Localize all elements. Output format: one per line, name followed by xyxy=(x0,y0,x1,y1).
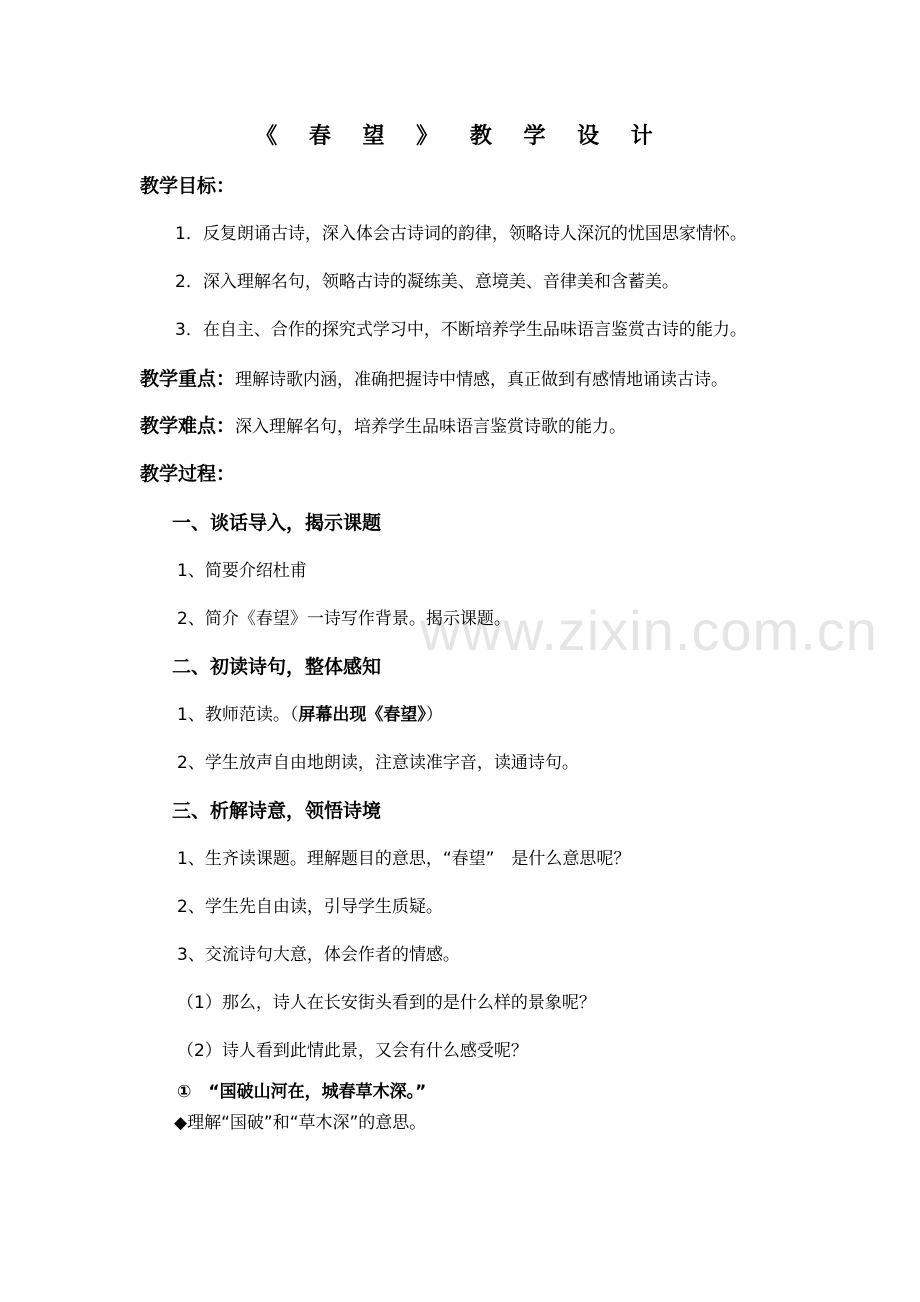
difficulty-label: 教学难点： xyxy=(140,415,236,437)
goals-heading: 教学目标： xyxy=(140,175,236,197)
poem-quote: ① “国破山河在，城春草木深。” xyxy=(177,1082,427,1102)
document-title: 《 春 望 》 教 学 设 计 xyxy=(255,124,665,149)
key-points-label: 教学重点： xyxy=(140,368,236,390)
watermark: www.zixin.com.cn xyxy=(420,599,878,662)
section2-item-1 xyxy=(177,703,443,727)
goal-item-3 xyxy=(175,318,747,342)
goal-item-3-suffix: 的能力。 xyxy=(678,320,747,340)
goal-item-3-text: 3．在自主、合作的探究式学习中，不断培养学生品味语言鉴赏 xyxy=(175,320,645,340)
section1-heading: 一、谈话导入，揭示课题 xyxy=(172,512,382,534)
section1-item-1: 1、简要介绍杜甫 xyxy=(177,561,307,581)
section3-heading: 三、析解诗意，领悟诗境 xyxy=(172,800,382,822)
section2-item-1-prefix: 1、教师范读。（ xyxy=(177,705,299,725)
section2-item-1-suffix: ） xyxy=(425,705,443,725)
goal-item-2: 2．深入理解名句，领略古诗的凝练美、意境美、音律美和含蓄美。 xyxy=(175,272,679,292)
section2-item-2: 2、学生放声自由地朗读，注意读准字音，读通诗句。 xyxy=(177,753,579,773)
key-points-text: 理解诗歌内涵，准确把握诗中情感，真正做到有感情地诵读古诗。 xyxy=(235,370,729,390)
key-points-line xyxy=(140,366,728,392)
section3-item-2: 2、学生先自由读，引导学生质疑。 xyxy=(177,897,443,917)
section3-item-3: 3、交流诗句大意，体会作者的情感。 xyxy=(177,945,460,965)
section2-heading: 二、初读诗句，整体感知 xyxy=(172,656,382,678)
section2-item-1-bold: 屏幕出现《春望》 xyxy=(298,705,426,725)
goal-item-3-serif-text: 古诗 xyxy=(644,320,679,340)
process-heading: 教学过程： xyxy=(140,463,236,485)
section3-item-1: 1、生齐读课题。理解题目的意思，“春望” 是什么意思呢？ xyxy=(177,849,631,869)
section3-sub-2: （2）诗人看到此情此景，又会有什么感受呢？ xyxy=(177,1041,528,1061)
difficulty-line xyxy=(140,413,626,439)
difficulty-text: 深入理解名句，培养学生品味语言鉴赏诗歌的能力。 xyxy=(235,417,627,437)
goal-item-1: 1．反复朗诵古诗，深入体会古诗词的韵律，领略诗人深沉的忧国思家情怀。 xyxy=(175,224,747,244)
section3-sub-1: （1）那么，诗人在长安街头看到的是什么样的景象呢？ xyxy=(177,993,596,1013)
quote-note: ◆理解“国破”和“草木深”的意思。 xyxy=(174,1113,427,1133)
section1-item-2: 2、简介《春望》一诗写作背景。揭示课题。 xyxy=(177,609,511,629)
